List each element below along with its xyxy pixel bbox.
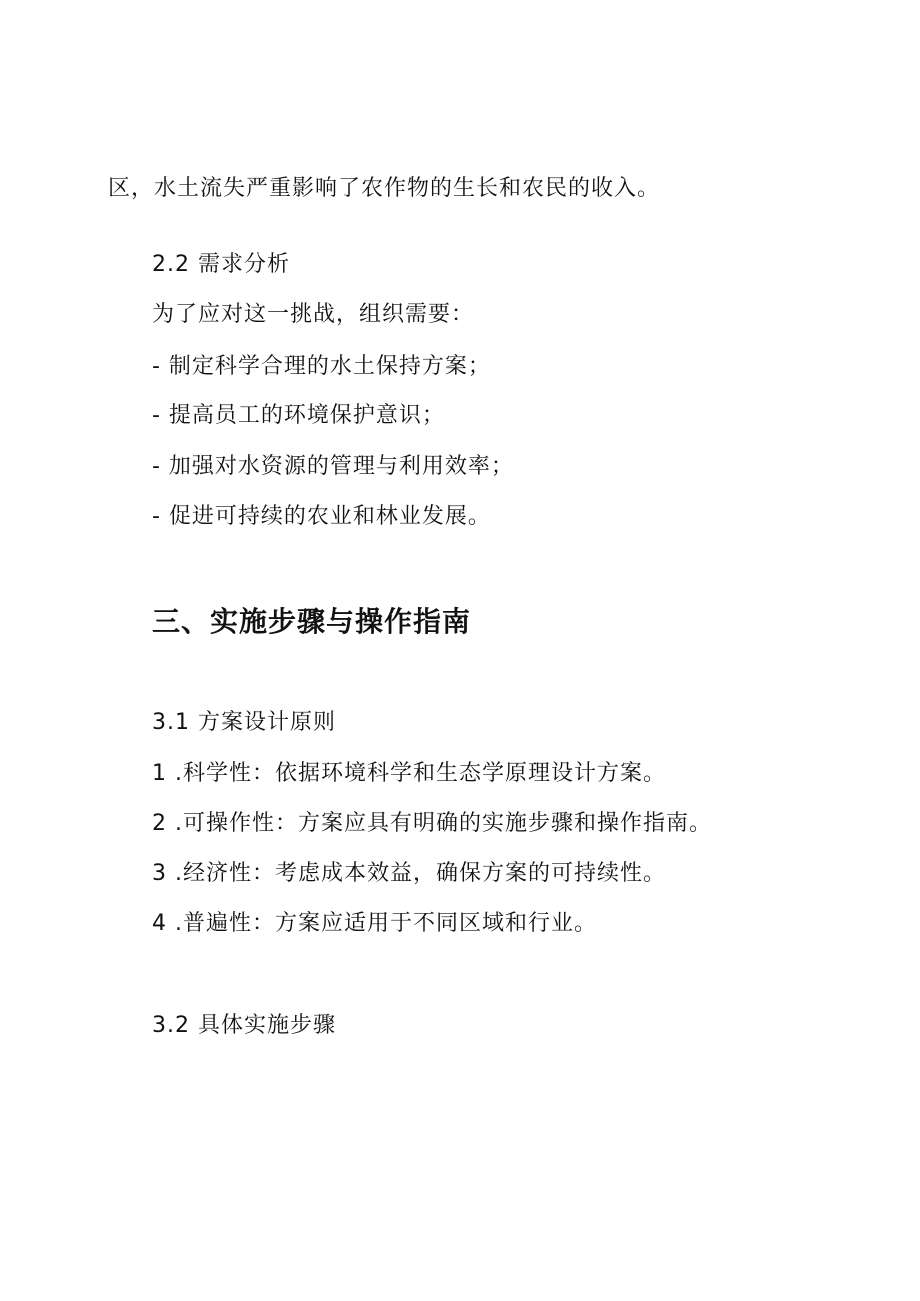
list-item: - 促进可持续的农业和林业发展。 xyxy=(152,504,491,529)
section-3-1-heading: 3.1 方案设计原则 xyxy=(152,710,336,735)
list-item: 2 .可操作性：方案应具有明确的实施步骤和操作指南。 xyxy=(152,811,712,836)
list-item: 3 .经济性：考虑成本效益，确保方案的可持续性。 xyxy=(152,861,666,886)
list-item: - 加强对水资源的管理与利用效率； xyxy=(152,454,514,479)
list-item: - 提高员工的环境保护意识； xyxy=(152,403,445,428)
list-item: - 制定科学合理的水土保持方案； xyxy=(152,354,491,379)
chapter-3-heading: 三、实施步骤与操作指南 xyxy=(152,605,472,638)
section-2-2-heading: 2.2 需求分析 xyxy=(152,252,290,277)
list-item: 4 .普遍性：方案应适用于不同区域和行业。 xyxy=(152,911,597,936)
section-3-2-heading: 3.2 具体实施步骤 xyxy=(152,1013,336,1038)
paragraph-continuation: 区，水土流失严重影响了农作物的生长和农民的收入。 xyxy=(108,176,661,201)
list-item: 1 .科学性：依据环境科学和生态学原理设计方案。 xyxy=(152,761,666,786)
section-2-2-intro: 为了应对这一挑战，组织需要： xyxy=(152,302,475,327)
